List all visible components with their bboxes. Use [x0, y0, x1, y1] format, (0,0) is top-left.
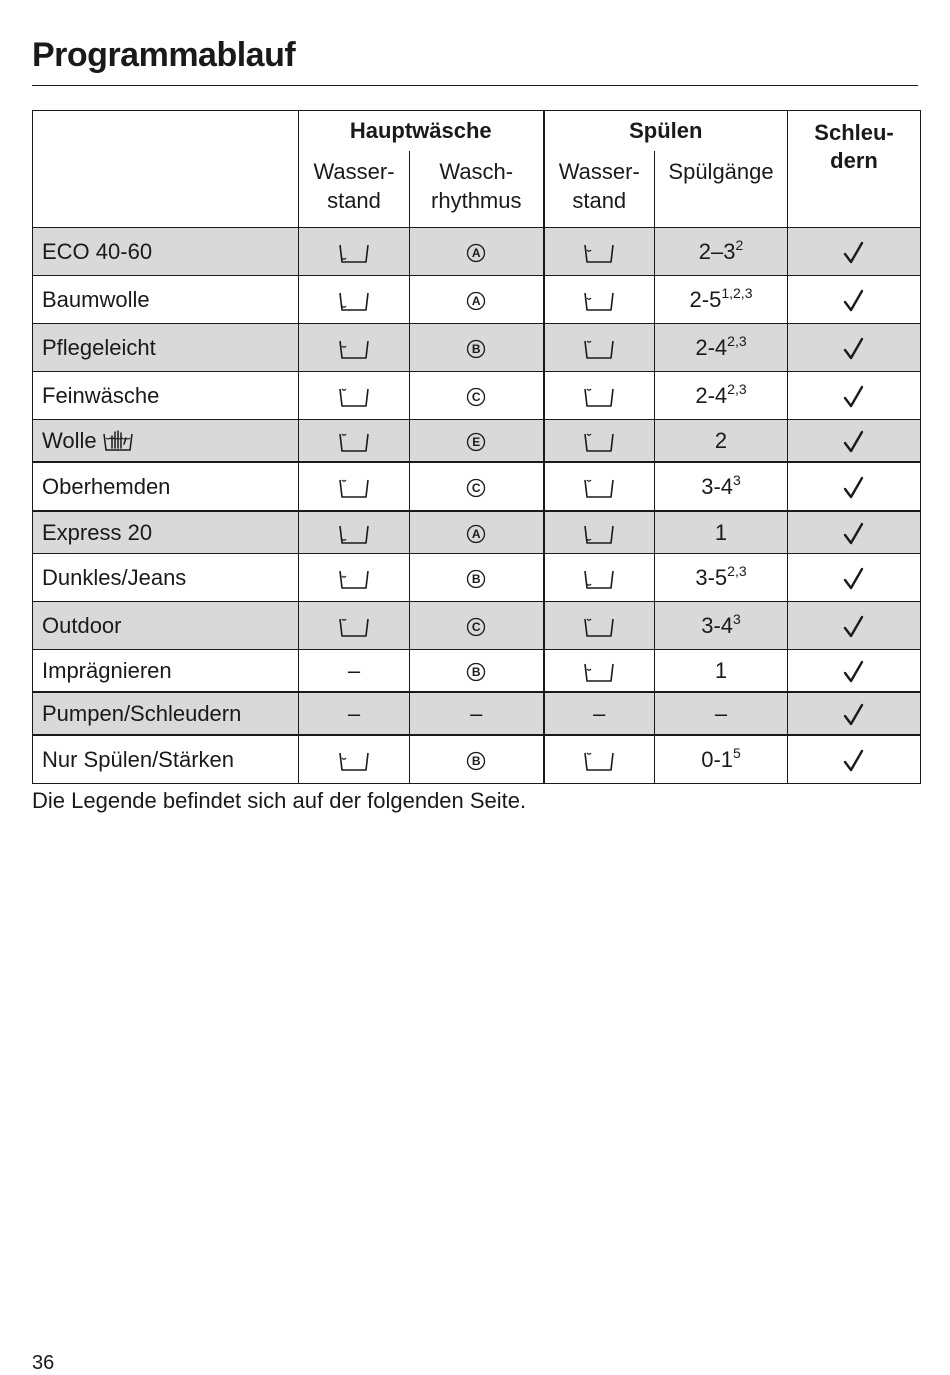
rhythm-b-icon: [466, 569, 486, 589]
checkmark-icon: [843, 749, 865, 773]
spin-cell: [788, 511, 921, 554]
program-name-cell: [33, 420, 299, 463]
program-name: Outdoor: [42, 612, 122, 638]
water-level-high-icon: [337, 615, 371, 639]
table-row: [33, 420, 921, 463]
program-name: Dunkles/Jeans: [42, 564, 187, 590]
water-level-medium-icon: [337, 567, 371, 591]
rinse-cycles-value: 2-4: [695, 334, 728, 360]
program-name-cell: [33, 462, 299, 511]
footnote-ref: 2,3: [727, 562, 747, 579]
rinse-cycles-value: 3-4: [701, 473, 734, 499]
header-rinse-level-line2: stand: [572, 188, 627, 213]
program-name-cell: [33, 735, 299, 784]
program-table: [32, 110, 921, 784]
rhythm-a-icon: [466, 243, 486, 263]
rinse-water-level-cell: [544, 602, 655, 650]
header-rinse: Spülen: [544, 111, 788, 152]
spin-cell: [788, 462, 921, 511]
rinse-cycles-value: 2–3: [698, 238, 736, 264]
header-rinse-level-line1: Wasser-: [558, 159, 640, 184]
program-name: Oberhemden: [42, 473, 171, 499]
checkmark-icon: [843, 385, 865, 409]
footnote-ref: 2: [735, 236, 744, 253]
header-main-level-line1: Wasser-: [313, 159, 395, 184]
spin-cell: [788, 372, 921, 420]
checkmark-icon: [843, 615, 865, 639]
wash-rhythm-cell: [410, 228, 544, 276]
table-body: [33, 228, 921, 784]
wash-rhythm-cell: [410, 372, 544, 420]
page-title: Programmablauf: [32, 36, 296, 74]
spin-cell: [788, 602, 921, 650]
rinse-cycles-cell: [655, 462, 788, 511]
checkmark-icon: [843, 476, 865, 500]
rhythm-letter: C: [471, 480, 481, 495]
rinse-water-level-cell: [544, 650, 655, 693]
rinse-cycles-cell: [655, 228, 788, 276]
program-name-cell: [33, 602, 299, 650]
rinse-water-level-cell: [544, 420, 655, 463]
spin-cell: [788, 692, 921, 735]
program-name-cell: [33, 228, 299, 276]
title-divider: [32, 85, 918, 86]
table-row: [33, 276, 921, 324]
table-row: [33, 511, 921, 554]
table-row: [33, 650, 921, 693]
water-level-low-icon: [582, 567, 616, 591]
checkmark-icon: [843, 430, 865, 454]
header-rinse-level: [544, 151, 655, 228]
header-corner: [33, 111, 299, 228]
wash-rhythm-cell: [410, 735, 544, 784]
rinse-cycles-cell: [655, 692, 788, 735]
wash-rhythm-cell: [410, 511, 544, 554]
rhythm-c-icon: [466, 617, 486, 637]
rhythm-letter: B: [471, 664, 481, 679]
main-water-level-cell: [299, 462, 410, 511]
main-water-level-cell: [299, 228, 410, 276]
checkmark-icon: [843, 660, 865, 684]
rinse-water-level-cell: [544, 276, 655, 324]
rinse-cycles-value: 3-4: [701, 612, 734, 638]
water-level-high-icon: [582, 385, 616, 409]
wash-rhythm-cell: [410, 324, 544, 372]
main-water-level-cell: [299, 511, 410, 554]
program-name: Pflegeleicht: [42, 334, 156, 360]
checkmark-icon: [843, 703, 865, 727]
spin-cell: [788, 650, 921, 693]
rinse-cycles-cell: [655, 276, 788, 324]
header-spin-line2: dern: [830, 148, 878, 173]
rinse-cycles-value: 0-1: [701, 746, 734, 772]
rhythm-letter: B: [471, 341, 481, 356]
legend-note: Die Legende befindet sich auf der folgenden Seite.: [32, 788, 527, 813]
main-water-level-cell: [299, 372, 410, 420]
water-level-medium-icon: [582, 660, 616, 684]
program-name: Nur Spülen/Stärken: [42, 746, 234, 772]
checkmark-icon: [843, 522, 865, 546]
rinse-water-level-cell: [544, 228, 655, 276]
checkmark-icon: [843, 567, 865, 591]
rinse-cycles-cell: [655, 372, 788, 420]
page-number: 36: [32, 1352, 55, 1374]
spin-cell: [788, 276, 921, 324]
rhythm-e-icon: [466, 432, 486, 452]
wash-rhythm-cell: [410, 602, 544, 650]
main-water-level-cell: [299, 324, 410, 372]
water-level-high-icon: [582, 337, 616, 361]
main-water-level-cell: [299, 735, 410, 784]
water-level-medium-icon: [582, 241, 616, 265]
water-level-medium-icon: [337, 337, 371, 361]
rhythm-b-icon: [466, 339, 486, 359]
rhythm-a-icon: [466, 291, 486, 311]
header-rhythm: [410, 151, 544, 228]
rhythm-letter: C: [471, 619, 481, 634]
main-water-level-cell: –: [299, 692, 410, 735]
rhythm-a-icon: [466, 524, 486, 544]
hand-wash-icon: [101, 428, 135, 452]
water-level-low-icon: [337, 522, 371, 546]
water-level-low-icon: [337, 289, 371, 313]
rinse-cycles-value: 1: [714, 657, 728, 683]
rhythm-letter: C: [471, 389, 481, 404]
program-name-cell: [33, 554, 299, 602]
water-level-low-icon: [337, 241, 371, 265]
rhythm-letter: A: [471, 245, 481, 260]
rinse-water-level-cell: [544, 324, 655, 372]
program-name: Imprägnieren: [42, 657, 172, 683]
table-row: [33, 735, 921, 784]
footnote-ref: 3: [733, 610, 741, 627]
header-main-level-line2: stand: [327, 188, 381, 213]
checkmark-icon: [843, 289, 865, 313]
rinse-water-level-cell: [544, 462, 655, 511]
rhythm-b-icon: [466, 751, 486, 771]
rinse-cycles-value: 2-5: [689, 286, 722, 312]
program-name: Pumpen/Schleudern: [42, 700, 242, 726]
rhythm-letter: B: [471, 571, 481, 586]
water-level-medium-icon: [582, 289, 616, 313]
rinse-cycles-cell: [655, 602, 788, 650]
table-row: [33, 554, 921, 602]
spin-cell: [788, 554, 921, 602]
water-level-high-icon: [337, 430, 371, 454]
table-row: [33, 372, 921, 420]
water-level-high-icon: [337, 385, 371, 409]
program-name-cell: [33, 324, 299, 372]
table-row: [33, 692, 921, 735]
header-main-level: [299, 151, 410, 228]
header-main-wash: Hauptwäsche: [299, 111, 544, 152]
rhythm-letter: B: [471, 753, 481, 768]
program-name-cell: [33, 276, 299, 324]
rinse-water-level-cell: –: [544, 692, 655, 735]
rinse-cycles-cell: [655, 650, 788, 693]
main-water-level-cell: [299, 420, 410, 463]
main-water-level-cell: [299, 602, 410, 650]
program-name-cell: [33, 511, 299, 554]
rinse-cycles-cell: [655, 735, 788, 784]
water-level-high-icon: [337, 476, 371, 500]
rinse-cycles-cell: [655, 511, 788, 554]
wash-rhythm-cell: [410, 554, 544, 602]
footnote-ref: 1,2,3: [721, 284, 753, 301]
water-level-high-icon: [582, 476, 616, 500]
rinse-cycles-value: –: [714, 700, 728, 726]
rhythm-c-icon: [466, 478, 486, 498]
rinse-cycles-cell: [655, 554, 788, 602]
table-row: [33, 462, 921, 511]
spin-cell: [788, 324, 921, 372]
water-level-high-icon: [582, 430, 616, 454]
checkmark-icon: [843, 241, 865, 265]
program-name: Wolle: [42, 427, 97, 453]
main-water-level-cell: [299, 276, 410, 324]
table-row: [33, 602, 921, 650]
program-name: ECO 40-60: [42, 238, 153, 264]
header-rhythm-line2: rhythmus: [431, 188, 522, 213]
rinse-water-level-cell: [544, 735, 655, 784]
water-level-medium-icon: [337, 749, 371, 773]
spin-cell: [788, 420, 921, 463]
rhythm-b-icon: [466, 662, 486, 682]
checkmark-icon: [843, 337, 865, 361]
water-level-high-icon: [582, 615, 616, 639]
footnote-ref: 3: [733, 471, 741, 488]
main-water-level-cell: [299, 554, 410, 602]
water-level-low-icon: [582, 522, 616, 546]
rinse-water-level-cell: [544, 554, 655, 602]
spin-cell: [788, 735, 921, 784]
rinse-cycles-cell: [655, 420, 788, 463]
rinse-cycles-value: 2: [714, 427, 728, 453]
main-water-level-cell: –: [299, 650, 410, 693]
header-spin: [788, 111, 921, 228]
program-name-cell: [33, 650, 299, 693]
rinse-cycles-cell: [655, 324, 788, 372]
rinse-cycles-value: 3-5: [695, 564, 728, 590]
spin-cell: [788, 228, 921, 276]
rhythm-c-icon: [466, 387, 486, 407]
program-name-cell: [33, 692, 299, 735]
rhythm-letter: A: [471, 526, 481, 541]
water-level-high-icon: [582, 749, 616, 773]
program-name: Baumwolle: [42, 286, 150, 312]
rhythm-letter: A: [471, 293, 481, 308]
footnote-ref: 2,3: [727, 380, 747, 397]
rinse-cycles-value: 1: [714, 519, 728, 545]
footnote-ref: 2,3: [727, 332, 747, 349]
header-rhythm-line1: Wasch-: [439, 159, 514, 184]
program-name-cell: [33, 372, 299, 420]
table-row: [33, 228, 921, 276]
wash-rhythm-cell: [410, 276, 544, 324]
rinse-water-level-cell: [544, 511, 655, 554]
program-name: Feinwäsche: [42, 382, 160, 408]
rinse-cycles-value: 2-4: [695, 382, 728, 408]
wash-rhythm-cell: [410, 420, 544, 463]
wash-rhythm-cell: –: [410, 692, 544, 735]
wash-rhythm-cell: [410, 462, 544, 511]
program-name: Express 20: [42, 519, 153, 545]
header-spin-line1: Schleu-: [814, 120, 894, 145]
rhythm-letter: E: [472, 434, 481, 449]
rinse-water-level-cell: [544, 372, 655, 420]
wash-rhythm-cell: [410, 650, 544, 693]
header-rinse-cycles: Spülgänge: [655, 151, 788, 228]
footnote-ref: 5: [733, 744, 741, 761]
table-row: [33, 324, 921, 372]
